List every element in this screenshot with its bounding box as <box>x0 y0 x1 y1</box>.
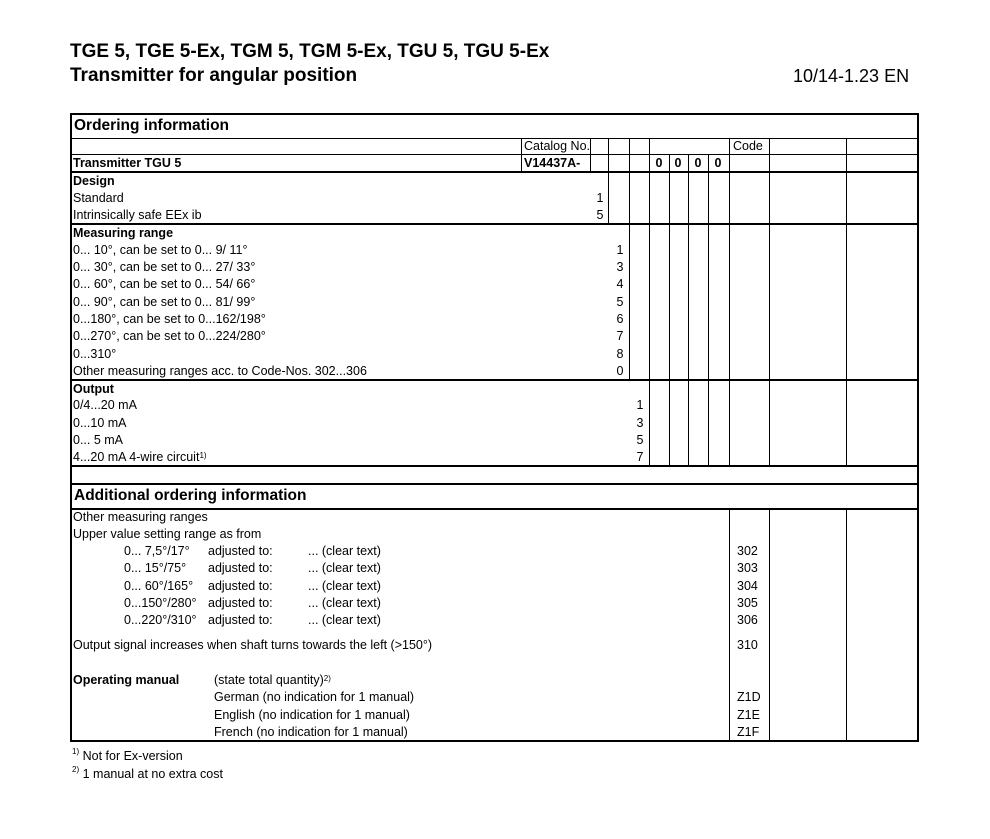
range-option-label: 0...180°, can be set to 0...162/198° <box>73 312 266 326</box>
page-title: TGE 5, TGE 5-Ex, TGM 5, TGM 5-Ex, TGU 5, TGU 5-Ex <box>70 41 550 62</box>
col-line-fixed-1 <box>669 154 670 466</box>
code-value: 304 <box>737 579 758 593</box>
range-value: 0...150°/280° <box>124 596 197 610</box>
footnote-marker: 2) <box>323 674 331 683</box>
clear-text-label: ... (clear text) <box>308 579 381 593</box>
output-heading: Output <box>73 382 114 396</box>
range-value: 0... 60°/165° <box>124 579 194 593</box>
rule-under-design <box>70 223 919 225</box>
fixed-digit: 0 <box>694 156 702 170</box>
additional-heading: Additional ordering information <box>74 487 307 504</box>
range-option-label: 0...270°, can be set to 0...224/280° <box>73 329 266 343</box>
footnote-marker: 1) <box>199 451 207 460</box>
col-line-catalog <box>521 138 522 172</box>
code-label: Code <box>733 139 763 153</box>
rule-under-output <box>70 465 919 467</box>
footnote-marker: 1) <box>72 747 80 756</box>
output-option-digit: 1 <box>636 398 644 412</box>
manual-language: French (no indication for 1 manual) <box>214 725 408 739</box>
range-option-label: Other measuring ranges acc. to Code-Nos. 302...306 <box>73 364 367 378</box>
code-value: Z1F <box>737 725 760 739</box>
col-line-fixed-2 <box>688 154 689 466</box>
range-option-label: 0... 30°, can be set to 0... 27/ 33° <box>73 260 256 274</box>
rule-under-product <box>70 171 919 173</box>
code-value: 305 <box>737 596 758 610</box>
fixed-digit: 0 <box>674 156 682 170</box>
range-option-label: 0...310° <box>73 347 117 361</box>
output-option-label: 0...10 mA <box>73 416 127 430</box>
adjusted-label: adjusted to: <box>208 579 273 593</box>
catalog-label: Catalog No. <box>524 139 591 153</box>
manual-heading: Operating manual <box>73 673 180 687</box>
output-option-label: 0... 5 mA <box>73 433 124 447</box>
design-option-digit: 5 <box>596 208 604 222</box>
design-heading: Design <box>73 174 115 188</box>
range-value: 0...220°/310° <box>124 613 197 627</box>
col-line-extra-top <box>846 138 847 466</box>
code-value: 303 <box>737 561 758 575</box>
fixed-digit: 0 <box>714 156 722 170</box>
col-line-output <box>649 138 650 466</box>
col-line-code-left-top <box>729 138 730 466</box>
code-value: Z1D <box>737 690 761 704</box>
output-option-label: 0/4...20 mA <box>73 398 137 412</box>
adjusted-label: adjusted to: <box>208 544 273 558</box>
col-line-range <box>629 138 630 380</box>
product-name: Transmitter TGU 5 <box>73 156 182 170</box>
manual-language: English (no indication for 1 manual) <box>214 708 410 722</box>
range-option-digit: 7 <box>616 329 624 343</box>
design-option-label: Intrinsically safe EEx ib <box>73 208 202 222</box>
range-value: 0... 15°/75° <box>124 561 187 575</box>
col-line-code-left-bottom <box>729 508 730 742</box>
other-ranges-label: Other measuring ranges <box>73 510 208 524</box>
footnote: $^{1)}$ Not for Ex-version <box>72 747 183 763</box>
range-option-digit: 3 <box>616 260 624 274</box>
col-line-extra-bottom <box>846 508 847 742</box>
output-option-digit: 5 <box>636 433 644 447</box>
range-option-label: 0... 10°, can be set to 0... 9/ 11° <box>73 243 248 257</box>
range-heading: Measuring range <box>73 226 174 240</box>
document-reference: 10/14-1.23 EN <box>793 66 910 86</box>
design-option-label: Standard <box>73 191 124 205</box>
code-value: 306 <box>737 613 758 627</box>
design-option-digit: 1 <box>596 191 604 205</box>
range-option-digit: 6 <box>616 312 624 326</box>
col-line-fixed-3 <box>708 154 709 466</box>
adjusted-label: adjusted to: <box>208 561 273 575</box>
upper-value-label: Upper value setting range as from <box>73 527 262 541</box>
clear-text-label: ... (clear text) <box>308 596 381 610</box>
range-option-digit: 4 <box>616 277 624 291</box>
output-option-digit: 3 <box>636 416 644 430</box>
clear-text-label: ... (clear text) <box>308 561 381 575</box>
range-option-label: 0... 60°, can be set to 0... 54/ 66° <box>73 277 256 291</box>
range-option-digit: 0 <box>616 364 624 378</box>
rule-under-range <box>70 379 919 381</box>
output-option-label: 4...20 mA 4-wire circuit$^{1)}$ <box>73 450 207 464</box>
catalog-prefix: V14437A- <box>524 156 581 170</box>
rule-under-heading <box>70 138 919 139</box>
output-option-digit: 7 <box>636 450 644 464</box>
range-option-label: 0... 90°, can be set to 0... 81/ 99° <box>73 295 256 309</box>
clear-text-label: ... (clear text) <box>308 613 381 627</box>
range-option-digit: 1 <box>616 243 624 257</box>
ordering-heading: Ordering information <box>74 117 229 134</box>
col-line-prefix <box>590 138 591 172</box>
col-line-code-right-top <box>769 138 770 466</box>
code-value: 302 <box>737 544 758 558</box>
footnote: $^{2)}$ 1 manual at no extra cost <box>72 765 223 781</box>
adjusted-label: adjusted to: <box>208 596 273 610</box>
page-subtitle: Transmitter for angular position <box>70 65 358 86</box>
footnote-marker: 2) <box>72 765 80 774</box>
code-value: Z1E <box>737 708 760 722</box>
rule-under-catalog-header <box>70 154 919 155</box>
col-line-code-right-bottom <box>769 508 770 742</box>
code-value: 310 <box>737 638 758 652</box>
col-line-design <box>608 138 609 224</box>
fixed-digit: 0 <box>655 156 663 170</box>
output-signal-label: Output signal increases when shaft turns towards the left (>150°) <box>73 638 433 652</box>
range-value: 0... 7,5°/17° <box>124 544 190 558</box>
rule-above-additional <box>70 483 919 485</box>
range-option-digit: 5 <box>616 295 624 309</box>
range-option-digit: 8 <box>616 347 624 361</box>
manual-language: German (no indication for 1 manual) <box>214 690 415 704</box>
adjusted-label: adjusted to: <box>208 613 273 627</box>
manual-note: (state total quantity)$^{2)}$ <box>214 673 331 687</box>
clear-text-label: ... (clear text) <box>308 544 381 558</box>
